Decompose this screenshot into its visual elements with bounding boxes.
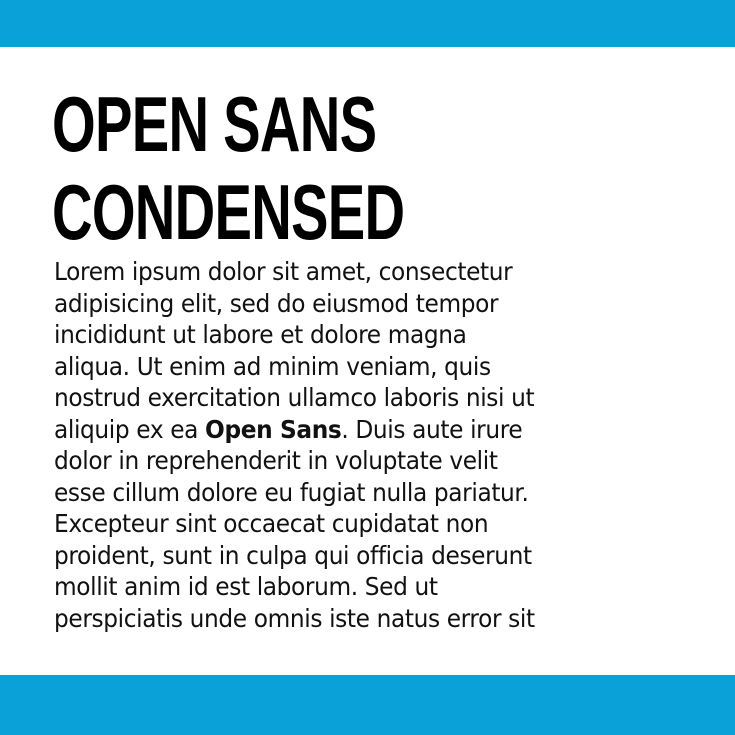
body-line: mollit anim id est laborum. Sed ut (54, 572, 438, 601)
body-line: aliqua. Ut enim ad minim veniam, quis (54, 351, 491, 381)
body-line: esse cillum dolore eu fugiat nulla pariatur. (54, 477, 529, 507)
body-line: perspiciatis unde omnis iste natus error sit (54, 603, 535, 633)
body-line: dolor in reprehenderit in voluptate velit (54, 446, 498, 475)
body-line: nostrud exercitation ullamco laboris nisi ut (54, 383, 535, 412)
body-line: proident, sunt in culpa qui officia deserunt (54, 540, 532, 570)
body-text-segment: . Duis aute irure (341, 414, 523, 444)
body-line: incididunt ut labore et dolore magna (54, 320, 467, 349)
body-paragraph (54, 256, 640, 634)
body-line (54, 414, 640, 446)
title-line-1: OPEN SANS (52, 80, 377, 168)
bold-font-name: Open Sans (205, 414, 342, 444)
title-line-2: CONDENSED (52, 168, 405, 256)
body-line: adipisicing elit, sed do eiusmod tempor (54, 288, 499, 318)
body-line: Lorem ipsum dolor sit amet, consectetur (54, 257, 513, 286)
bottom-color-bar (0, 675, 735, 735)
title-heading (52, 80, 513, 256)
top-color-bar (0, 0, 735, 47)
body-text-segment: aliquip ex ea (54, 414, 206, 444)
body-line: Excepteur sint occaecat cupidatat non (54, 509, 489, 538)
